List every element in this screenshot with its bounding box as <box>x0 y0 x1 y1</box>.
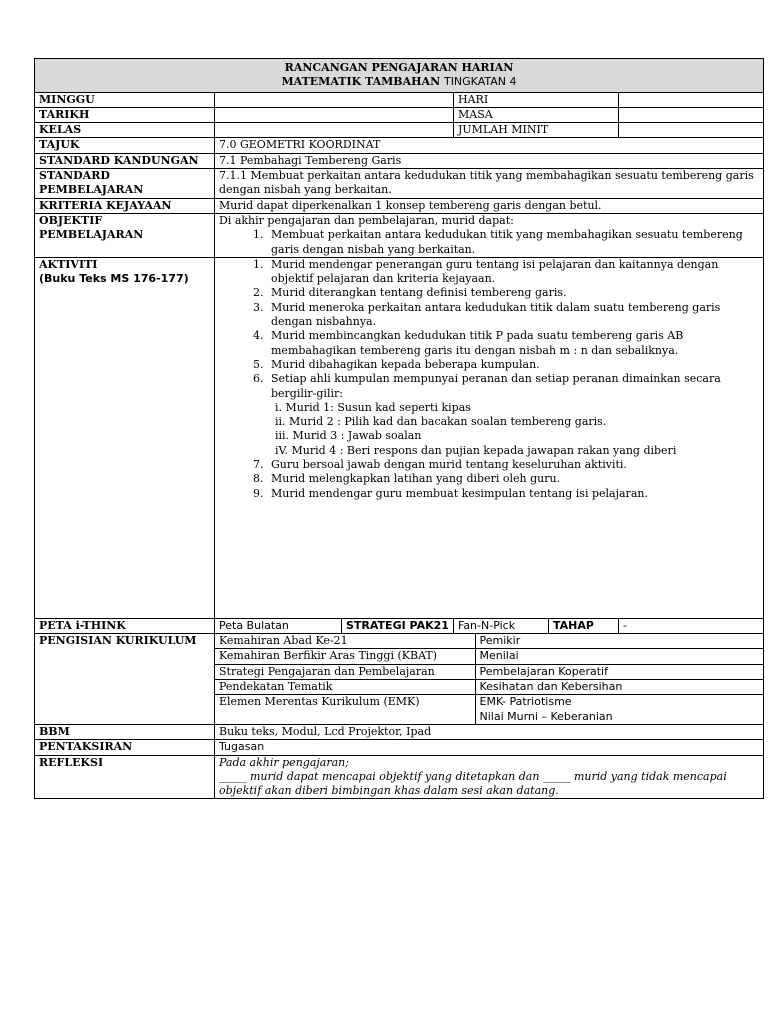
kurikulum-value: Pembelajaran Koperatif <box>475 664 763 679</box>
label-objektif: OBJEKTIF PEMBELAJARAN <box>35 213 215 257</box>
label-tarikh: TARIKH <box>35 107 215 122</box>
label-aktiviti: AKTIVITI <box>39 257 98 271</box>
row-refleksi <box>35 755 764 799</box>
label-masa: MASA <box>454 107 619 122</box>
role-item: ii. Murid 2 : Pilih kad dan bacakan soalan tembereng garis. <box>275 415 607 429</box>
roles-list <box>271 401 759 458</box>
title-line-1: RANCANGAN PENGAJARAN HARIAN <box>284 61 514 74</box>
label-hari: HARI <box>454 92 619 107</box>
kurikulum-row <box>215 695 763 724</box>
label-aktiviti-cell <box>35 257 215 618</box>
label-standard-pembelajaran: STANDARD PEMBELAJARAN <box>35 169 215 199</box>
label-pentaksiran: PENTAKSIRAN <box>35 740 215 755</box>
value-hari <box>619 92 764 107</box>
kurikulum-value: Pemikir <box>475 634 763 649</box>
kurikulum-key: Kemahiran Abad Ke-21 <box>215 634 475 649</box>
label-strategi-pak21: STRATEGI PAK21 <box>342 618 454 633</box>
lesson-plan-sheet <box>34 58 763 799</box>
objektif-list <box>219 228 759 257</box>
aktiviti-item: 1. Murid mendengar penerangan guru tentang isi pelajaran dan kaitannya dengan objektif pelajaran dan kriteria kejayaan. <box>267 258 759 287</box>
title-tingkatan: TINGKATAN 4 <box>443 75 517 89</box>
kurikulum-row <box>215 649 763 664</box>
aktiviti-item: 2. Murid diterangkan tentang definisi tembereng garis. <box>267 286 759 300</box>
refleksi-line-1: Pada akhir pengajaran; <box>219 755 349 769</box>
row-pentaksiran <box>35 740 764 755</box>
objektif-item: 1. Membuat perkaitan antara kedudukan titik yang membahagikan sesuatu tembereng garis dengan nisbah yang berkaitan. <box>267 228 759 257</box>
aktiviti-item: 5. Murid dibahagikan kepada beberapa kumpulan. <box>267 358 759 372</box>
label-tahap: TAHAP <box>549 618 619 633</box>
kurikulum-emk: EMK- Patriotisme <box>479 695 572 709</box>
aktiviti-item <box>267 372 759 458</box>
row-tarikh <box>35 107 764 122</box>
row-objektif <box>35 213 764 257</box>
value-aktiviti <box>215 257 764 618</box>
kurikulum-key: Pendekatan Tematik <box>215 680 475 695</box>
value-masa <box>619 107 764 122</box>
value-standard-pembelajaran: 7.1.1 Membuat perkaitan antara kedudukan titik yang membahagikan sesuatu tembereng garis dengan nisbah yang berkaitan. <box>215 169 764 199</box>
label-minggu: MINGGU <box>35 92 215 107</box>
row-standard-kandungan <box>35 153 764 168</box>
label-refleksi: REFLEKSI <box>35 755 215 799</box>
row-bbm <box>35 724 764 739</box>
aktiviti-item: 3. Murid meneroka perkaitan antara kedudukan titik dalam suatu tembereng garis dengan nisbahnya. <box>267 301 759 330</box>
kurikulum-nilai-murni: Nilai Murni – Keberanian <box>479 709 613 723</box>
title-row <box>35 59 764 93</box>
kurikulum-row <box>215 680 763 695</box>
aktiviti-list <box>219 258 759 501</box>
refleksi-line-2: _____ murid dapat mencapai objektif yang ditetapkan dan _____ murid yang tidak mencapai objektif akan diberi bimbingan khas dalam sesi akan datang. <box>219 769 727 798</box>
aktiviti-item: 4. Murid membincangkan kedudukan titik P pada suatu tembereng garis AB membahagikan tembereng garis itu dengan nisbah m : n dan sebaliknya. <box>267 329 759 358</box>
value-pentaksiran: Tugasan <box>215 740 764 755</box>
label-kelas: KELAS <box>35 123 215 138</box>
kurikulum-row <box>215 634 763 649</box>
kurikulum-key: Kemahiran Berfikir Aras Tinggi (KBAT) <box>215 649 475 664</box>
aktiviti-item: 9. Murid mendengar guru membuat kesimpulan tentang isi pelajaran. <box>267 487 759 501</box>
value-tarikh <box>215 107 454 122</box>
objektif-intro: Di akhir pengajaran dan pembelajaran, murid dapat: <box>219 213 514 227</box>
value-kriteria-kejayaan: Murid dapat diperkenalkan 1 konsep tembereng garis dengan betul. <box>215 198 764 213</box>
aktiviti-item: 7. Guru bersoal jawab dengan murid tentang keseluruhan aktiviti. <box>267 458 759 472</box>
role-item: iii. Murid 3 : Jawab soalan <box>275 429 422 443</box>
value-objektif <box>215 213 764 257</box>
row-tajuk <box>35 138 764 153</box>
kurikulum-row <box>215 664 763 679</box>
row-standard-pembelajaran <box>35 169 764 199</box>
value-peta-ithink: Peta Bulatan <box>215 618 342 633</box>
kurikulum-value: Menilai <box>475 649 763 664</box>
value-bbm: Buku teks, Modul, Lcd Projektor, Ipad <box>215 724 764 739</box>
value-tajuk: 7.0 GEOMETRI KOORDINAT <box>215 138 764 153</box>
value-tahap: - <box>619 618 764 633</box>
row-aktiviti <box>35 257 764 618</box>
row-kelas <box>35 123 764 138</box>
value-minggu <box>215 92 454 107</box>
value-standard-kandungan: 7.1 Pembahagi Tembereng Garis <box>215 153 764 168</box>
label-buku-teks: (Buku Teks MS 176-177) <box>39 272 189 286</box>
kurikulum-key: Strategi Pengajaran dan Pembelajaran <box>215 664 475 679</box>
label-kriteria-kejayaan: KRITERIA KEJAYAAN <box>35 198 215 213</box>
aktiviti-item: 8. Murid melengkapkan latihan yang diberi oleh guru. <box>267 472 759 486</box>
role-item: i. Murid 1: Susun kad seperti kipas <box>275 400 471 414</box>
kurikulum-value <box>475 695 763 724</box>
kurikulum-key: Elemen Merentas Kurikulum (EMK) <box>215 695 475 724</box>
kurikulum-table <box>215 634 763 724</box>
value-refleksi <box>215 755 764 799</box>
lesson-plan-table <box>34 58 764 799</box>
role-item: iV. Murid 4 : Beri respons dan pujian kepada jawapan rakan yang diberi <box>275 443 677 457</box>
value-jumlah-minit <box>619 123 764 138</box>
title-line-2: MATEMATIK TAMBAHAN TINGKATAN 4 <box>281 75 517 89</box>
row-pengisian-kurikulum <box>35 634 764 725</box>
label-peta-ithink: PETA i-THINK <box>35 618 215 633</box>
kurikulum-cell <box>215 634 764 725</box>
row-kriteria-kejayaan <box>35 198 764 213</box>
label-tajuk: TAJUK <box>35 138 215 153</box>
row-minggu <box>35 92 764 107</box>
label-standard-kandungan: STANDARD KANDUNGAN <box>35 153 215 168</box>
aktiviti-item-text: 6. Setiap ahli kumpulan mempunyai peranan dan setiap peranan dimainkan secara bergilir-gilir: <box>271 372 721 400</box>
value-strategi-pak21: Fan-N-Pick <box>454 618 549 633</box>
label-jumlah-minit: JUMLAH MINIT <box>454 123 619 138</box>
document-title <box>35 59 764 93</box>
kurikulum-value: Kesihatan dan Kebersihan <box>475 680 763 695</box>
label-pengisian-kurikulum: PENGISIAN KURIKULUM <box>35 634 215 725</box>
row-peta-ithink <box>35 618 764 633</box>
value-kelas <box>215 123 454 138</box>
label-bbm: BBM <box>35 724 215 739</box>
